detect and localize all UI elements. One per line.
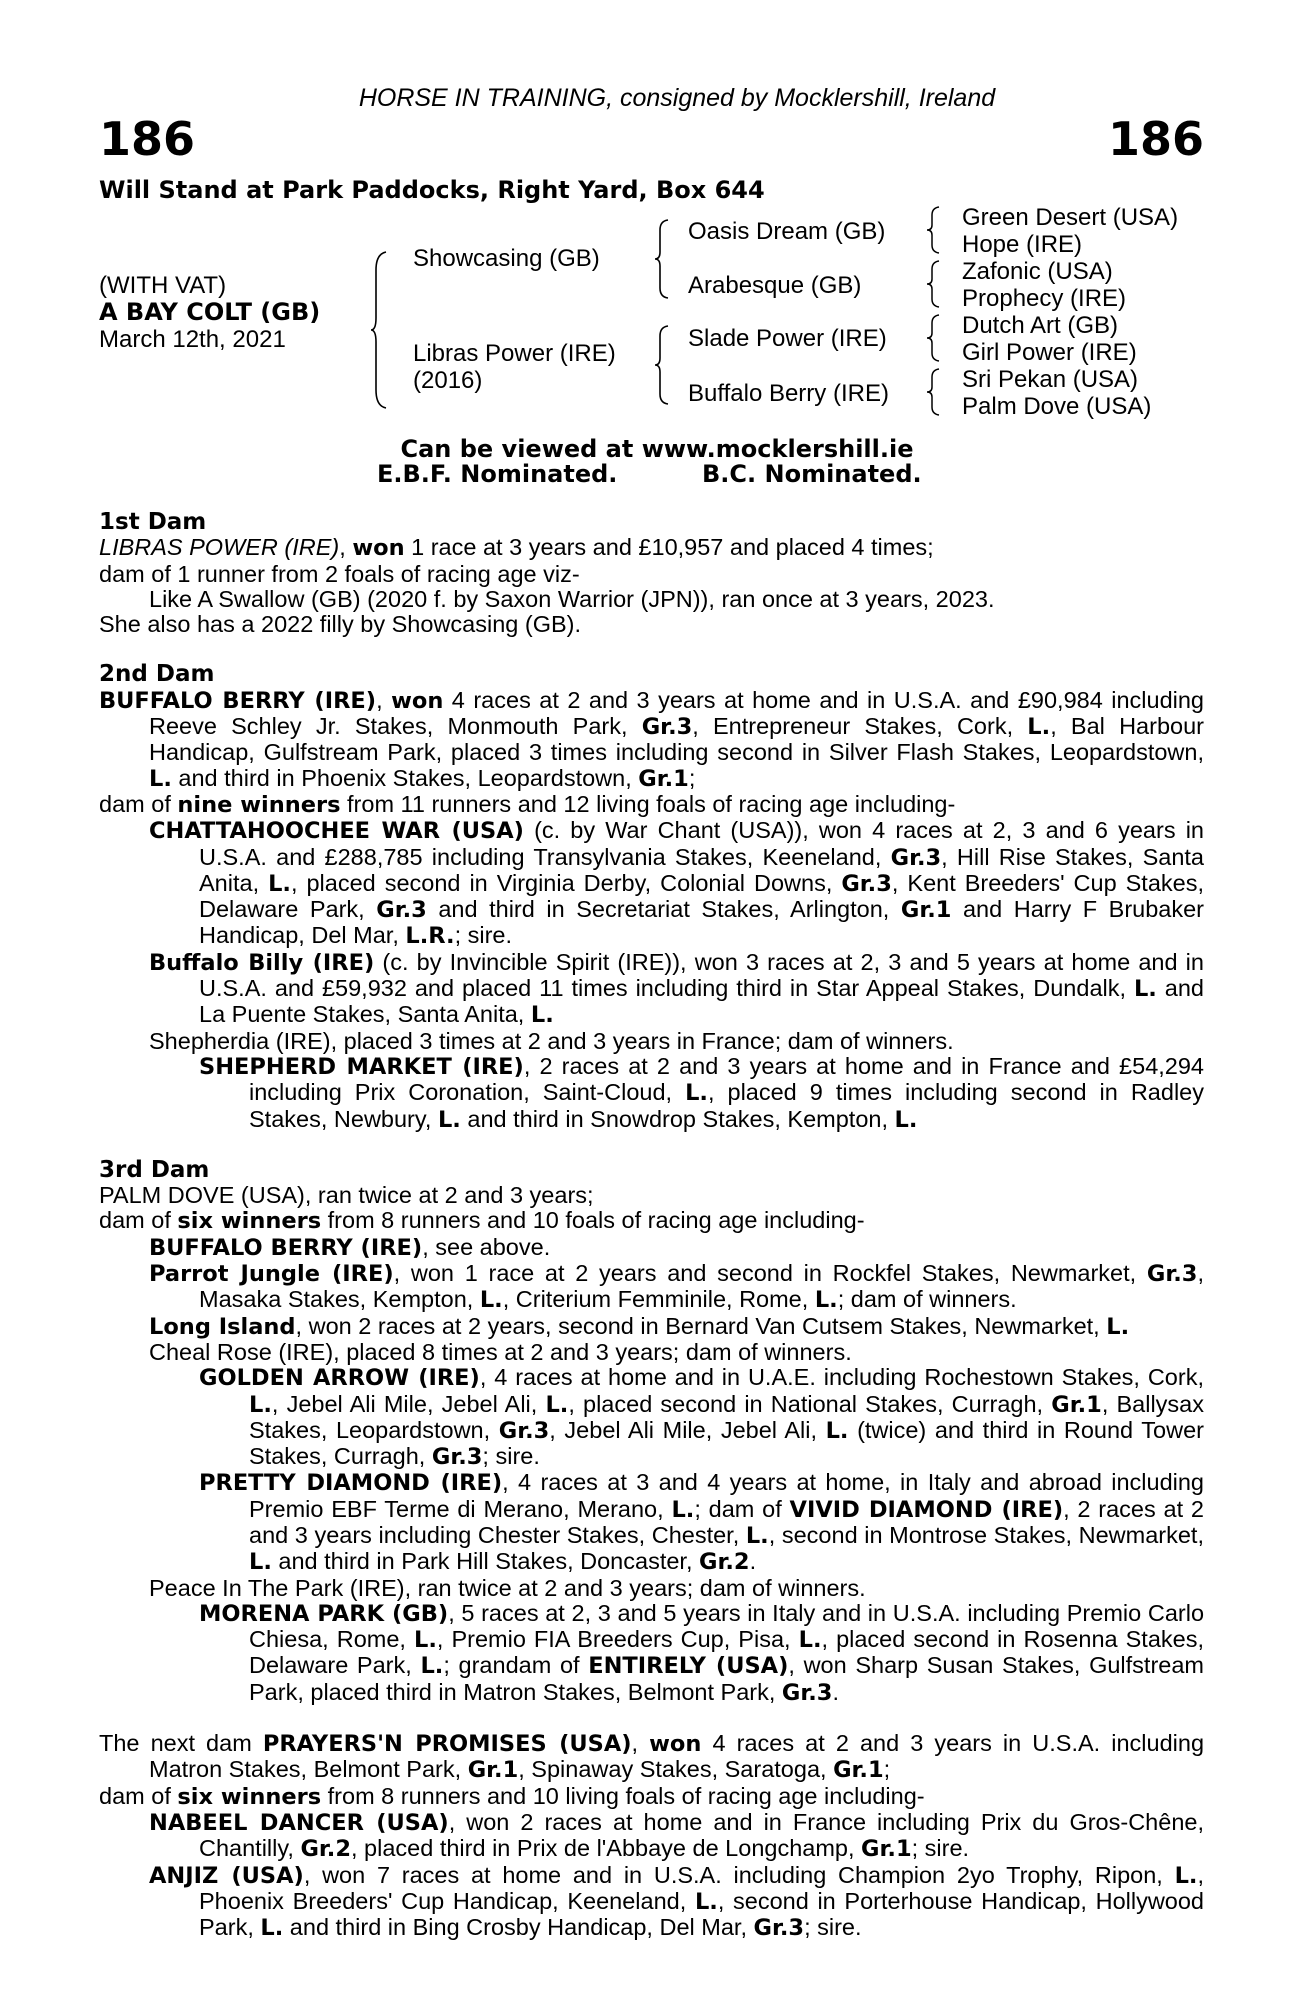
dam2-progeny: Buffalo Billy (IRE) (c. by Invincible Spirit (IRE)), won 3 races at 2, 3 and 5 years at home and in U.S.A. and £59,932 and placed 11 times including third in Star Appeal Stakes, Dundalk, L. and La Puente Stakes, Santa Anita, L.	[149, 948, 1204, 1029]
dam3-record: PALM DOVE (USA), ran twice at 2 and 3 years;	[99, 1182, 594, 1209]
section-heading-dam3: 3rd Dam	[99, 1156, 210, 1183]
dam3-progeny: Parrot Jungle (IRE), won 1 race at 2 years and second in Rockfel Stakes, Newmarket, Gr.3, Masaka Stakes, Kempton, L., Criterium Femminile, Rome, L.; dam of winners.	[149, 1260, 1204, 1314]
pedigree-brace-1	[370, 250, 390, 410]
dam2-record: BUFFALO BERRY (IRE), won 4 races at 2 and 3 years at home and in U.S.A. and £90,984 including Reeve Schley Jr. Stakes, Monmouth Park, Gr.3, Entrepreneur Stakes, Cork, L., Bal Harbour Handicap, Gulfstream Park, placed 3 times including second in Silver Flash Stakes, Leopardstown, L. and third in Phoenix Stakes, Leopardstown, Gr.1;	[99, 686, 1205, 792]
next-dam-record: The next dam PRAYERS'N PROMISES (USA), won 4 races at 2 and 3 years in U.S.A. including Matron Stakes, Belmont Park, Gr.1, Spinaway Stakes, Saratoga, Gr.1;	[99, 1730, 1205, 1784]
stand-location: Will Stand at Park Paddocks, Right Yard, Box 644	[99, 176, 765, 204]
pedigree-sire-dam: Arabesque (GB)	[688, 272, 862, 299]
dam2-progeny: Shepherdia (IRE), placed 3 times at 2 and 3 years in France; dam of winners.	[149, 1027, 954, 1054]
dam3-progeny: Peace In The Park (IRE), ran twice at 2 and 3 years; dam of winners.	[149, 1574, 866, 1601]
pedigree-ggg-3: Zafonic (USA)	[962, 258, 1113, 285]
horse-dob: March 12th, 2021	[99, 326, 286, 353]
pedigree-sire: Showcasing (GB)	[413, 245, 600, 272]
pedigree-dam-sire: Slade Power (IRE)	[688, 325, 887, 352]
pedigree-dam-year: (2016)	[413, 367, 483, 394]
lot-number-left: 186	[99, 112, 196, 166]
dam1-foal: Like A Swallow (GB) (2020 f. by Saxon Warrior (JPN)), ran once at 3 years, 2023.	[149, 585, 995, 612]
pedigree-brace-4	[926, 205, 942, 255]
pedigree-dam-dam: Buffalo Berry (IRE)	[688, 380, 889, 407]
section-heading-dam2: 2nd Dam	[99, 661, 215, 688]
pedigree-brace-6	[926, 313, 942, 363]
pedigree-brace-5	[926, 259, 942, 309]
pedigree-sire-sire: Oasis Dream (GB)	[688, 218, 886, 245]
pedigree-ggg-4: Prophecy (IRE)	[962, 285, 1127, 312]
pedigree-brace-2	[654, 218, 672, 300]
pedigree-ggg-1: Green Desert (USA)	[962, 204, 1179, 231]
ebf-nominated: E.B.F. Nominated.	[377, 460, 618, 488]
dam2-grand-progeny: SHEPHERD MARKET (IRE), 2 races at 2 and 3 years at home and in France and £54,294 including Prix Coronation, Saint-Cloud, L., placed 9 times including second in Radley Stakes, Newbury, L. and third in Snowdrop Stakes, Kempton, L.	[199, 1052, 1204, 1133]
pedigree-ggg-2: Hope (IRE)	[962, 231, 1083, 258]
pedigree-ggg-6: Girl Power (IRE)	[962, 339, 1137, 366]
consignment-header: HORSE IN TRAINING, consigned by Mocklershill, Ireland	[358, 84, 996, 112]
dam3-progeny: BUFFALO BERRY (IRE), see above.	[149, 1233, 551, 1261]
viewing-note: Can be viewed at www.mocklershill.ie	[400, 435, 914, 463]
pedigree-dam: Libras Power (IRE)	[413, 340, 616, 367]
next-dam-progeny: NABEEL DANCER (USA), won 2 races at home and in France including Prix du Gros-Chêne, Chantilly, Gr.2, placed third in Prix de l'Abbaye de Longchamp, Gr.1; sire.	[149, 1808, 1204, 1863]
dam3-produce: dam of six winners from 8 runners and 10 foals of racing age including-	[99, 1207, 865, 1235]
dam3-progeny: Long Island, won 2 races at 2 years, second in Bernard Van Cutsem Stakes, Newmarket, L.	[149, 1312, 1130, 1340]
pedigree-brace-3	[654, 324, 672, 406]
dam3-progeny: Cheal Rose (IRE), placed 8 times at 2 and 3 years; dam of winners.	[149, 1338, 852, 1365]
pedigree-ggg-5: Dutch Art (GB)	[962, 312, 1119, 339]
next-dam-progeny: ANJIZ (USA), won 7 races at home and in U.S.A. including Champion 2yo Trophy, Ripon, L., Phoenix Breeders' Cup Handicap, Keeneland, L., second in Porterhouse Handicap, Hollywood Park, L. and third in Bing Crosby Handicap, Del Mar, Gr.3; sire.	[149, 1861, 1205, 1942]
dam1-note: She also has a 2022 filly by Showcasing (GB).	[99, 611, 582, 638]
dam2-progeny: CHATTAHOOCHEE WAR (USA) (c. by War Chant (USA)), won 4 races at 2, 3 and 6 years in U.S.A. and £288,785 including Transylvania Stakes, Keeneland, Gr.3, Hill Rise Stakes, Santa Anita, L., placed second in Virginia Derby, Colonial Downs, Gr.3, Kent Breeders' Cup Stakes, Delaware Park, Gr.3 and third in Secretariat Stakes, Arlington, Gr.1 and Harry F Brubaker Handicap, Del Mar, L.R.; sire.	[149, 817, 1205, 950]
dam3-grand-progeny: GOLDEN ARROW (IRE), 4 races at home and in U.A.E. including Rochestown Stakes, Cork, L., Jebel Ali Mile, Jebel Ali, L., placed second in National Stakes, Curragh, Gr.1, Ballysax Stakes, Leopardstown, Gr.3, Jebel Ali Mile, Jebel Ali, L. (twice) and third in Round Tower Stakes, Curragh, Gr.3; sire.	[199, 1364, 1204, 1471]
section-heading-dam1: 1st Dam	[99, 509, 207, 535]
dam3-grand-progeny: PRETTY DIAMOND (IRE), 4 races at 3 and 4 years at home, in Italy and abroad including Premio EBF Terme di Merano, Merano, L.; dam of VIVID DIAMOND (IRE), 2 races at 2 and 3 years including Chester Stakes, Chester, L., second in Montrose Stakes, Newmarket, L. and third in Park Hill Stakes, Doncaster, Gr.2.	[199, 1469, 1205, 1576]
catalogue-body	[99, 510, 1204, 1941]
pedigree-ggg-8: Palm Dove (USA)	[962, 393, 1152, 420]
lot-number-right: 186	[1107, 112, 1204, 166]
dam1-produce: dam of 1 runner from 2 foals of racing age viz-	[99, 560, 580, 587]
vat-note: (WITH VAT)	[99, 272, 227, 299]
dam2-produce: dam of nine winners from 11 runners and 12 living foals of racing age including-	[99, 790, 956, 818]
next-dam-produce: dam of six winners from 8 runners and 10 living foals of racing age including-	[99, 1782, 925, 1810]
pedigree-brace-7	[926, 367, 942, 417]
dam1-line: LIBRAS POWER (IRE), won 1 race at 3 years and £10,957 and placed 4 times;	[99, 534, 934, 562]
dam3-grand-progeny: MORENA PARK (GB), 5 races at 2, 3 and 5 years in Italy and in U.S.A. including Premio Carlo Chiesa, Rome, L., Premio FIA Breeders Cup, Pisa, L., placed second in Rosenna Stakes, Delaware Park, L.; grandam of ENTIRELY (USA), won Sharp Susan Stakes, Gulfstream Park, placed third in Matron Stakes, Belmont Park, Gr.3.	[199, 1599, 1205, 1706]
bc-nominated: B.C. Nominated.	[702, 460, 922, 488]
horse-name: A BAY COLT (GB)	[99, 298, 321, 326]
pedigree-ggg-7: Sri Pekan (USA)	[962, 366, 1139, 393]
